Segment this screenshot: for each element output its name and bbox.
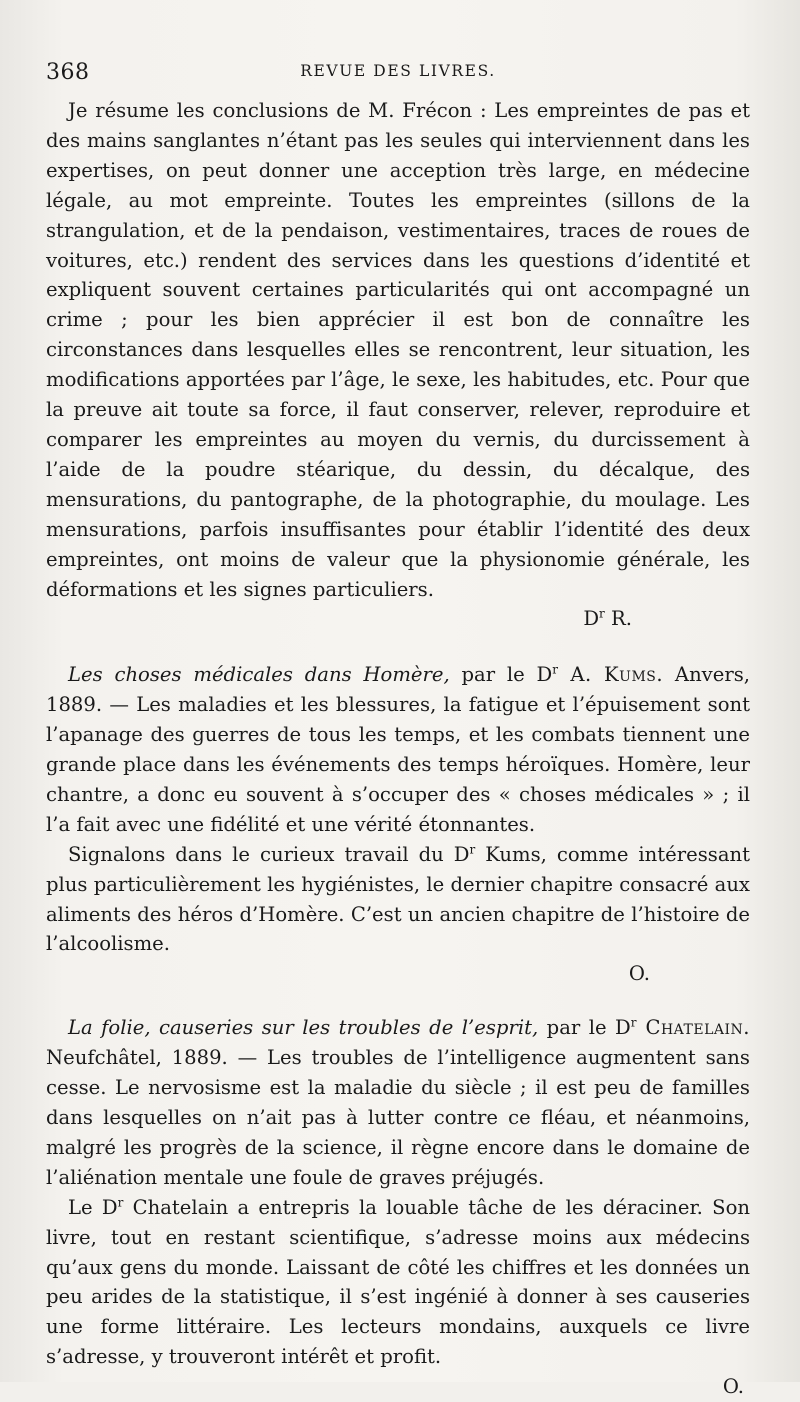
running-title: REVUE DES LIVRES. <box>300 62 496 80</box>
review-3-paragraph-2: Le $D^r$ Chatelain a entrepris la louable tâche de les déraciner. Son livre, tout en restant scientifique, s’adresse moins aux médecins qu’aux gens du monde. Laissant de côté les chiffres et les données un peu arides de la statistique, il s’est ingénié à donner à ses causeries une forme littéraire. Les lecteurs mondains, auxquels ce livre s’adresse, y trouveront intérêt et profit. <box>46 1195 751 1369</box>
page-body <box>46 96 750 1402</box>
review-3-author: Chatelain. <box>636 1016 750 1040</box>
review-3-paragraph-1: La folie, causeries sur les troubles de l’esprit, par le $D^r$ Chatelain. Neufchâtel, 1889. — Les troubles de l’intelligence augmentent sans cesse. Le nervosisme est la maladie du siècle ; il est peu de familles dans lesquelles on n’ait pas à lutter contre ce fléau, et néanmoins, malgré les progrès de la science, il règne encore dans le domaine de l’aliénation mentale une foule de graves préjugés. <box>46 1015 750 1189</box>
review-1-paragraph: Je résume les conclusions de M. Frécon : Les empreintes de pas et des mains sanglantes n’étant pas les seules qui interviennent dans les expertises, on peut donner une acception très large, en médecine légale, au mot empreinte. Toutes les empreintes (sillons de la strangulation, et de la pendaison, vestimentaires, traces de roues de voitures, etc.) rendent des services dans les questions d’identité et expliquent souvent certaines particularités qui ont accompagné un crime ; pour les bien apprécier il est bon de connaître les circonstances dans lesquelles elles se rencontrent, leur situation, les modifications apportées par l’âge, le sexe, les habitudes, etc. Pour que la preuve ait toute sa force, il faut conserver, relever, reproduire et comparer les empreintes au moyen du vernis, du durcissement à l’aide de la poudre stéarique, du dessin, du décalque, des mensurations, du pantographe, de la photographie, du moulage. Les mensurations, parfois insuffisantes pour établir l’identité des deux empreintes, ont moins de valeur que la physionomie générale, les déformations et les signes particuliers. <box>46 99 750 601</box>
review-3-signature: O. <box>722 1375 744 1399</box>
page-number: 368 <box>46 60 90 85</box>
review-2-paragraph-1: Les choses médicales dans Homère, par le $D^r$ A. Kums. Anvers, 1889. — Les maladies et les blessures, la fatigue et l’épuisement sont l’apanage des guerres de tous les temps, et les combats tiennent une grande place dans les événements des temps héroïques. Homère, leur chantre, a donc eu souvent à s’occuper des « choses médicales » ; il l’a fait avec une fidélité et une vérité étonnantes. <box>46 662 750 836</box>
review-2-paragraph-2: Signalons dans le curieux travail du $D^r$ Kums, comme intéressant plus particulièrement les hygiénistes, le dernier chapitre consacré aux aliments des héros d’Homère. C’est un ancien chapitre de l’histoire de l’alcoolisme. <box>46 842 750 956</box>
review-3-book-title: La folie, causeries sur les troubles de l’esprit, <box>68 1016 539 1040</box>
review-2-book-title: Les choses médicales dans Homère, <box>68 663 450 687</box>
review-1-signature: $D^r$ R. <box>583 606 632 631</box>
review-2-signature: O. <box>628 962 650 986</box>
review-2-author: A. Kums. <box>558 663 664 687</box>
running-head <box>46 52 750 92</box>
